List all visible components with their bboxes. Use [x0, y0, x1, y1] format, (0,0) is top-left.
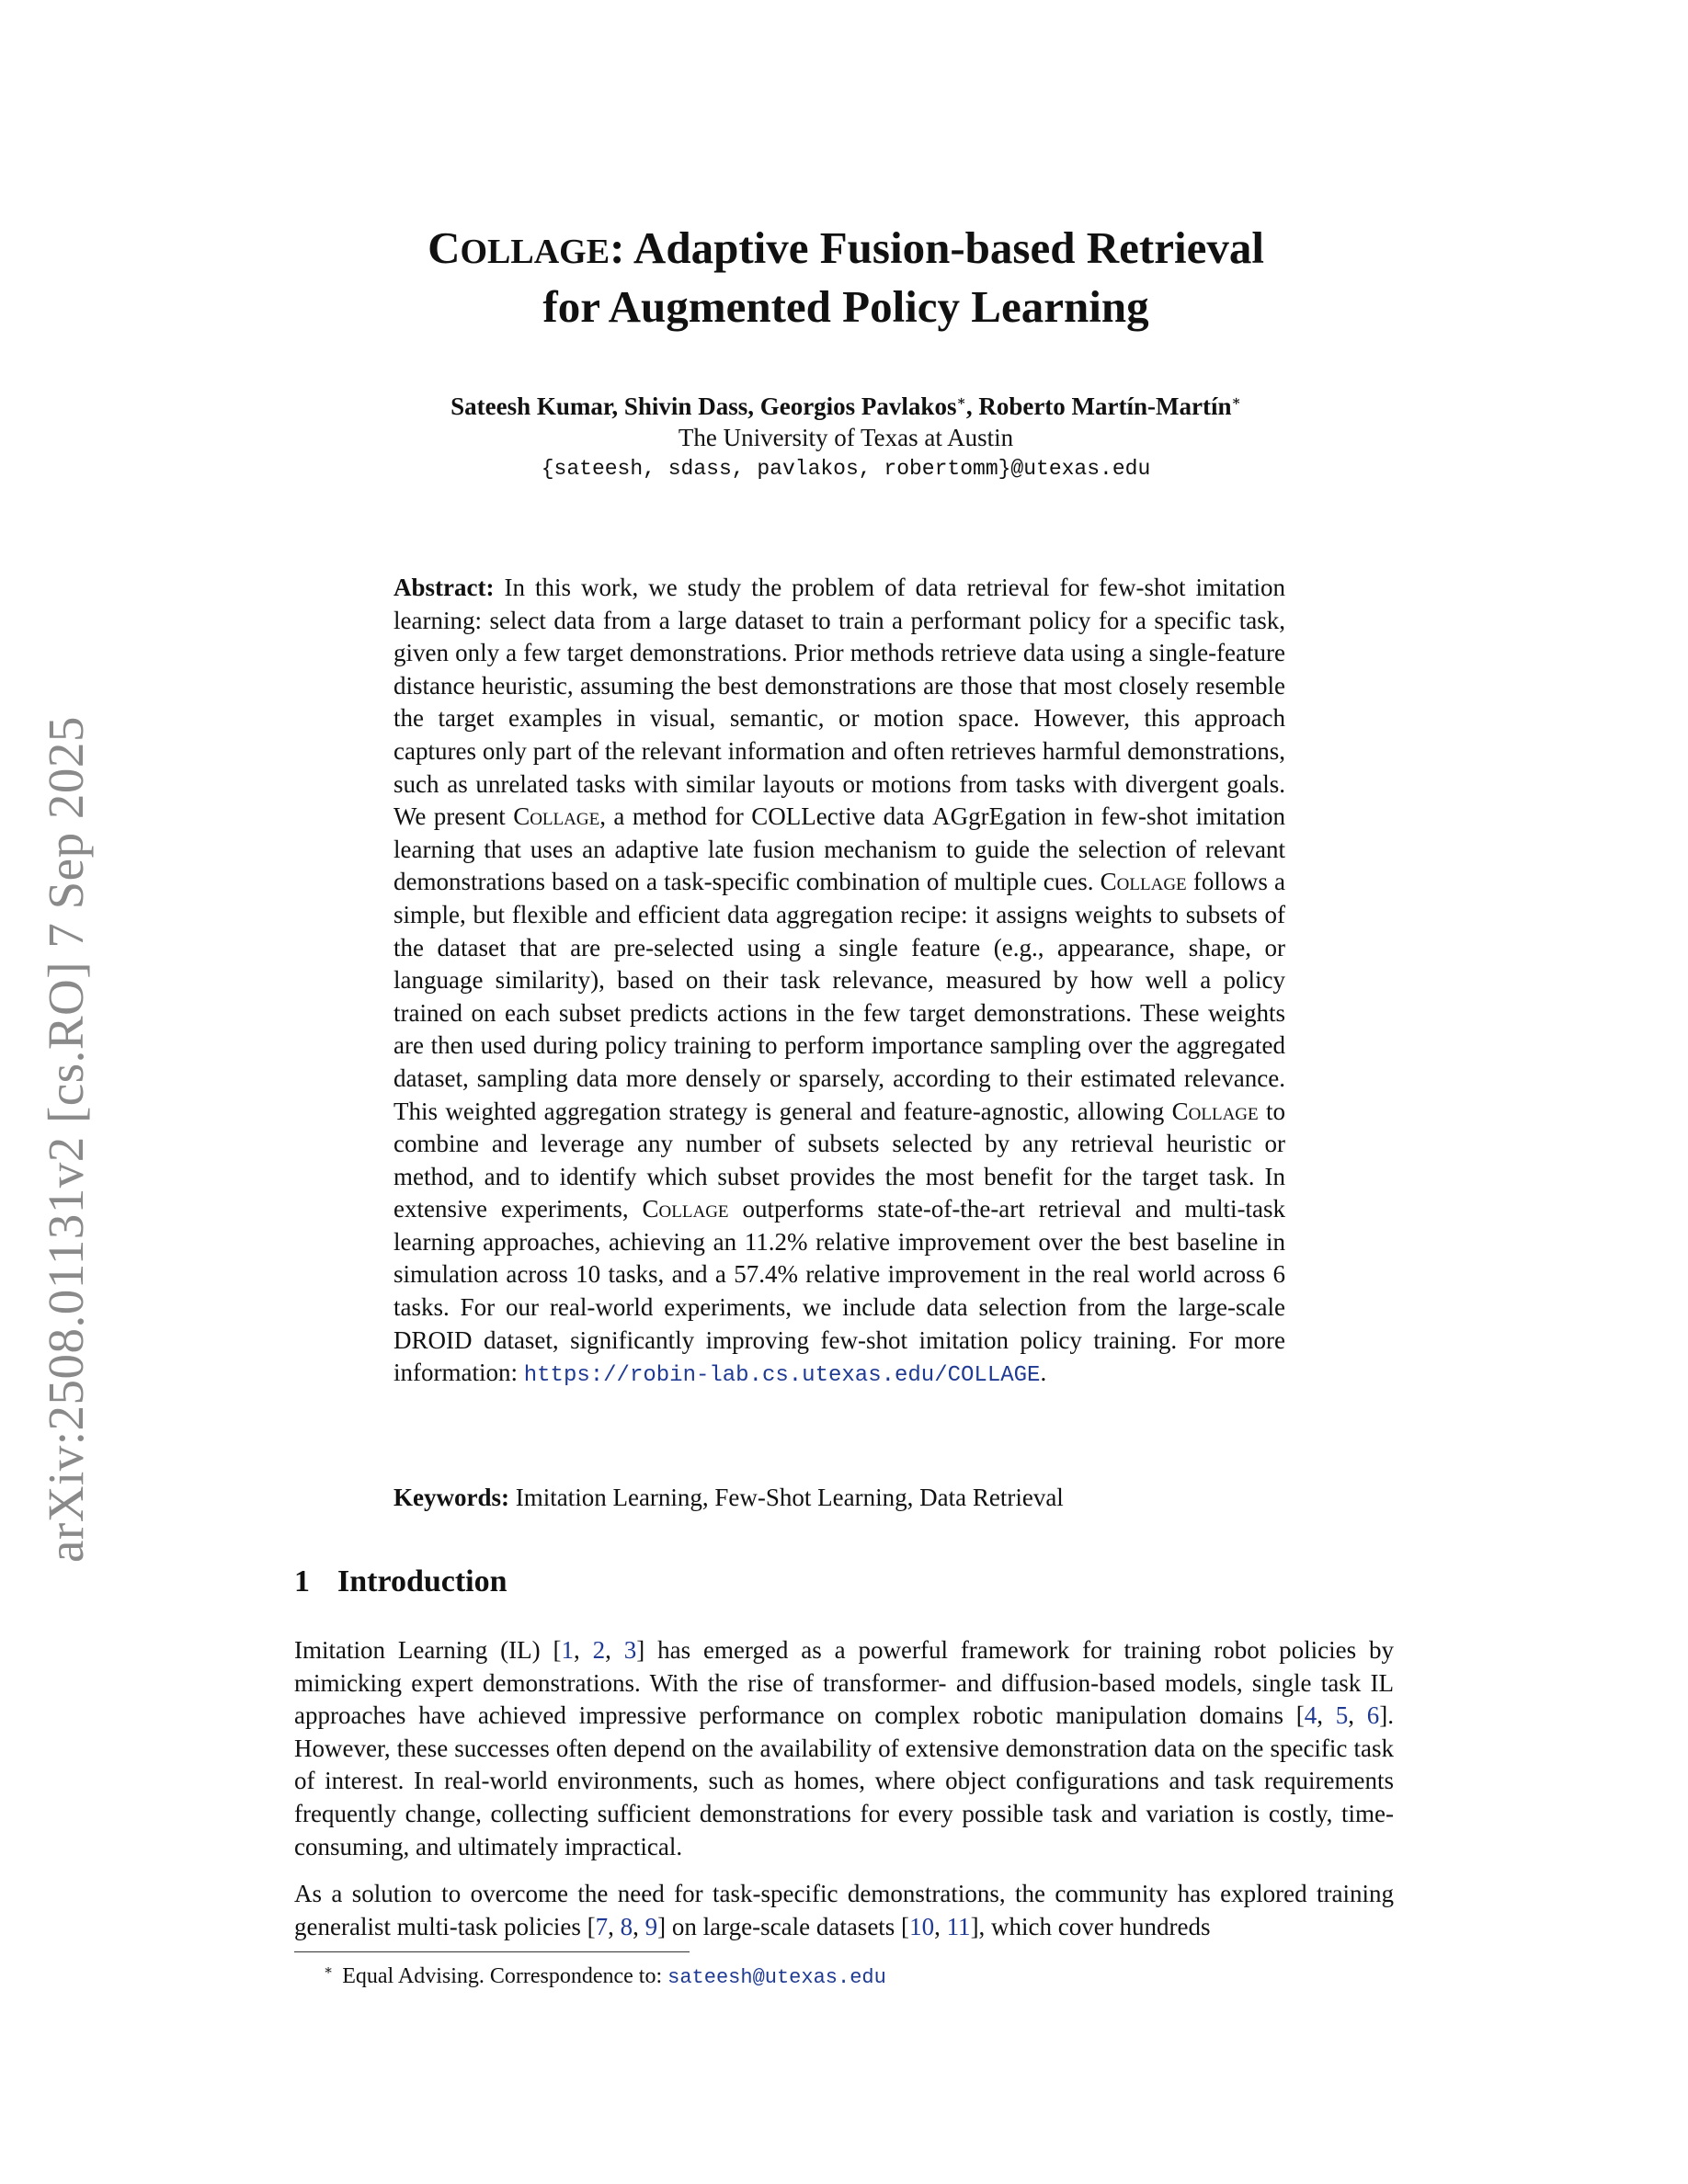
- citation-link[interactable]: 2: [592, 1636, 606, 1664]
- section-title: Introduction: [337, 1564, 508, 1598]
- citation-link[interactable]: 4: [1304, 1701, 1317, 1730]
- intro-paragraph-2: As a solution to overcome the need for task-specific demonstrations, the community has explored training generalist multi-task policies [7, 8, 9] on large-scale datasets [10, 11], which cover hundreds: [294, 1880, 1394, 1940]
- footnote-mark: ∗: [324, 1963, 334, 1978]
- equal-advising-mark: ∗: [956, 394, 966, 409]
- footnote: [324, 1956, 886, 1993]
- citation-link[interactable]: 7: [595, 1912, 609, 1940]
- abstract-label: Abstract:: [393, 574, 495, 601]
- keywords-text: Imitation Learning, Few-Shot Learning, Data Retrieval: [508, 1484, 1064, 1511]
- author-emails: {sateesh, sdass, pavlakos, robertomm}@utexas.edu: [541, 457, 1151, 481]
- equal-advising-mark-2: ∗: [1231, 394, 1241, 409]
- title-line2: for Augmented Policy Learning: [542, 281, 1149, 332]
- footnote-text: Equal Advising. Correspondence to:: [336, 1964, 668, 1988]
- author-name-last: , Roberto Martín-Martín: [965, 392, 1232, 420]
- project-url-link[interactable]: https://robin-lab.cs.utexas.edu/COLLAGE: [523, 1363, 1041, 1389]
- citation-link[interactable]: 11: [946, 1912, 971, 1940]
- intro-p1-text-c: ]. However, these successes often depend on the availability of extensive demonstration data on the specific task of interest. In real-world environments, such as homes, where object configurations and task requirements frequently change, collecting sufficient demonstrations for every possible task and variation is costly, time-consuming, and ultimately impractical.: [294, 1701, 1395, 1860]
- abstract: [393, 572, 1285, 1393]
- citation-link[interactable]: 5: [1335, 1701, 1349, 1730]
- keywords: [393, 1482, 1285, 1513]
- abstract-text-5: gation in few-shot imitation learning that uses an adaptive late fusion mechanism to guide the selection of relevant demonstrations based on a task-specific combination of multiple cues.: [393, 802, 1285, 896]
- collage-name: Collage: [1171, 1097, 1259, 1125]
- intro-p1-text-a: Imitation Learning (IL) [: [294, 1636, 562, 1664]
- footnote-divider: [294, 1951, 690, 1952]
- section-heading-introduction: [294, 1563, 508, 1601]
- collage-name: Collage: [1100, 868, 1187, 896]
- intro-paragraph-1: Imitation Learning (IL) [1, 2, 3] has emerged as a powerful framework for training robot policies by mimicking expert demonstrations. With the rise of transformer- and diffusion-based models, single task IL approaches have achieved impressive performance on complex robotic manipulation domains [4, 5, 6]. However, these successes often depend on the availability of extensive demonstration data on the specific task of interest. In real-world environments, such as homes, where object configurations and task requirements frequently change, collecting sufficient demonstrations for every possible task and variation is costly, time-consuming, and ultimately impractical.: [294, 1636, 1395, 1860]
- intro-p1-text-b: ] has emerged as a powerful framework for training robot policies by mimicking expert demonstrations. With the rise of transformer- and diffusion-based models, single task IL approaches have achieved impressive performance on complex robotic manipulation domains [: [294, 1636, 1395, 1730]
- intro-p2-text-b: ] on large-scale datasets [: [657, 1912, 910, 1940]
- collage-name: Collage: [642, 1195, 729, 1223]
- author-names: [303, 386, 1388, 422]
- intro-p2-text-c: ], which cover hundreds: [970, 1912, 1211, 1940]
- acronym-coll: COLL: [751, 802, 816, 831]
- author-names-main: Sateesh Kumar, Shivin Dass, Georgios Pavlakos: [451, 392, 957, 420]
- collage-name: Collage: [513, 802, 600, 831]
- citation-link[interactable]: 3: [623, 1636, 637, 1664]
- paper-title: [303, 221, 1388, 335]
- title-line1-rest: : Adaptive Fusion-based Retrieval: [610, 222, 1264, 273]
- abstract-text-3: ective data: [815, 802, 933, 831]
- affiliation: The University of Texas at Austin: [678, 424, 1014, 451]
- abstract-text-6: follows a simple, but flexible and efficient data aggregation recipe: it assigns weights to subsets of the dataset that are pre-selected using a single feature (e.g., appearance, shape, or language similarity), based on their task relevance, measured by how well a policy trained on each subset predicts actions in the few target demonstrations. These weights are then used during policy training to perform importance sampling over the aggregated dataset, sampling data more densely or sparsely, according to their estimated relevance. This weighted aggregation strategy is general and feature-agnostic, allowing: [393, 868, 1285, 1125]
- correspondence-email-link[interactable]: sateesh@utexas.edu: [667, 1966, 886, 1989]
- abstract-text-2: , a method for: [599, 802, 752, 831]
- intro-p2-text-a: As a solution to overcome the need for task-specific demonstrations, the community has explored training generalist multi-task policies [: [294, 1880, 1394, 1940]
- citation-link[interactable]: 9: [644, 1912, 658, 1940]
- citation-link[interactable]: 6: [1366, 1701, 1380, 1730]
- title-collage-initial: C: [428, 222, 461, 273]
- citation-link[interactable]: 10: [909, 1912, 935, 1940]
- arxiv-identifier: arXiv:2508.01131v2 [cs.RO] 7 Sep 2025: [38, 716, 94, 1563]
- section-number: 1: [294, 1564, 310, 1598]
- citation-link[interactable]: 1: [561, 1636, 574, 1664]
- acronym-e: E: [988, 802, 1005, 831]
- abstract-end: .: [1040, 1359, 1047, 1387]
- title-collage-rest: OLLAGE: [460, 233, 610, 271]
- abstract-text-1: In this work, we study the problem of data retrieval for few-shot imitation learning: select data from a large dataset to train a performant policy for a specific task, given only a few target demonstrations. Prior methods retrieve data using a single-feature distance heuristic, assuming the best demonstrations are those that most closely resemble the target examples in visual, semantic, or motion space. However, this approach captures only part of the relevant information and often retrieves harmful demonstrations, such as unrelated tasks with similar layouts or motions from tasks with divergent goals. We present: [393, 574, 1285, 831]
- author-block: [303, 386, 1388, 484]
- acronym-ag: AG: [932, 802, 969, 831]
- abstract-text-8: outperforms state-of-the-art retrieval and multi-task learning approaches, achieving an 11.2% relative improvement over the best baseline in simulation across 10 tasks, and a 57.4% relative improvement in the real world across 6 tasks. For our real-world experiments, we include data selection from the large-scale DROID dataset, significantly improving few-shot imitation policy training. For more information:: [393, 1195, 1285, 1387]
- abstract-text-7: to combine and leverage any number of subsets selected by any retrieval heuristic or method, and to identify which subset provides the most benefit for the target task. In extensive experiments,: [393, 1097, 1285, 1223]
- abstract-text-4: gr: [968, 802, 989, 831]
- citation-link[interactable]: 8: [620, 1912, 633, 1940]
- keywords-label: Keywords:: [393, 1484, 509, 1511]
